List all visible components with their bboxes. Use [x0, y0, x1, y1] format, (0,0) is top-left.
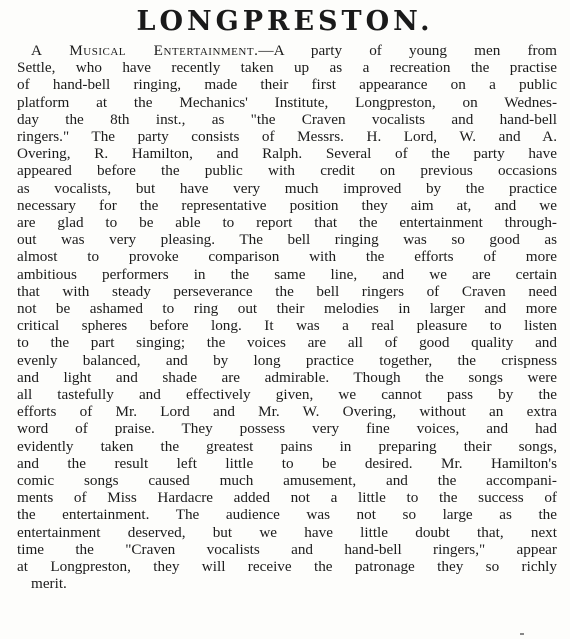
article-line: evidently taken the greatest pains in preparing their songs,: [17, 437, 557, 455]
article-line: of hand-bell ringing, made their first appearance on a public: [17, 76, 557, 94]
article-line: efforts of Mr. Lord and Mr. W. Overing, without an extra: [17, 403, 557, 421]
article-line: Settle, who have recently taken up as a recreation the practise: [17, 59, 557, 77]
article-body: [17, 42, 557, 593]
article-line: to the part singing; the voices are all of good quality and: [17, 334, 557, 352]
article-line: ringers." The party consists of Messrs. H. Lord, W. and A.: [17, 128, 557, 146]
article-line: out was very pleasing. The bell ringing was so good as: [17, 231, 557, 249]
article-line: entertainment deserved, but we have little doubt that, next: [17, 523, 557, 541]
article-line: platform at the Mechanics' Institute, Longpreston, on Wednes-: [17, 93, 557, 111]
article-line: evenly balanced, and by long practice together, the crispness: [17, 351, 557, 369]
article-line: all tastefully and effectively given, we cannot pass by the: [17, 386, 557, 404]
article-line: comic songs caused much amusement, and the accompani-: [17, 472, 557, 490]
article-line: necessary for the representative position they aim at, and we: [17, 196, 557, 214]
article-line: at Longpreston, they will receive the patronage they so richly: [17, 558, 557, 576]
article-line: not be ashamed to ring out their melodies in larger and more: [17, 300, 557, 318]
headline: LONGPRESTON.: [136, 6, 434, 37]
article-line: the entertainment. The audience was not so large as the: [17, 506, 557, 524]
article-line: ambitious performers in the same line, and we are certain: [17, 265, 557, 283]
article-line: time the "Craven vocalists and hand-bell ringers," appear: [17, 540, 557, 558]
article-last-line: merit.: [31, 575, 67, 593]
article-line: and the result left little to be desired. Mr. Hamilton's: [17, 454, 557, 472]
article-line: [17, 42, 557, 59]
section-title: A Musical Entertainment.: [31, 42, 259, 59]
article-line: word of praise. They possess very fine voices, and had: [17, 420, 557, 438]
article-line: appeared before the public with credit on previous occasions: [17, 162, 557, 180]
article-line: day the 8th inst., as "the Craven vocalists and hand-bell: [17, 110, 557, 128]
article-line: critical spheres before long. It was a real pleasure to listen: [17, 317, 557, 335]
article-line: are glad to be able to report that the entertainment through-: [17, 214, 557, 232]
print-speck: [520, 633, 524, 635]
article-line: that with steady perseverance the bell ringers of Craven need: [17, 282, 557, 300]
article-line-text: —A party of young men from: [258, 42, 557, 59]
article-line: and light and shade are admirable. Though the songs were: [17, 368, 557, 386]
article-line: almost to provoke comparison with the efforts of more: [17, 248, 557, 266]
article-line: as vocalists, but have very much improved by the practice: [17, 179, 557, 197]
article-line: Overing, R. Hamilton, and Ralph. Several of the party have: [17, 145, 557, 163]
article-line: ments of Miss Hardacre added not a little to the success of: [17, 489, 557, 507]
